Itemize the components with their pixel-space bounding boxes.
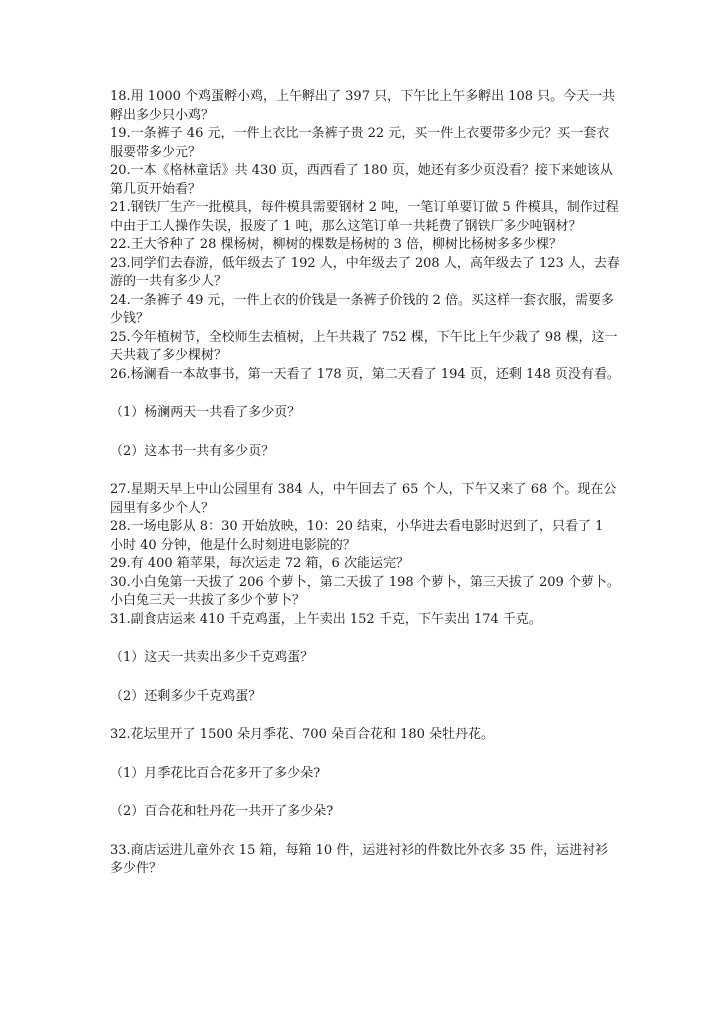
question-23: 23.同学们去春游，低年级去了 192 人，中年级去了 208 人，高年级去了 123 人，去春游的一共有多少人？	[110, 255, 620, 289]
question-30: 30.小白兔第一天拔了 206 个萝卜，第二天拔了 198 个萝卜，第三天拔了 209 个萝卜。小白兔三天一共拔了多少个萝卜？	[110, 574, 620, 608]
sub-question-26-1: （1）杨澜两天一共看了多少页？	[110, 405, 301, 420]
sub-question-32-2: （2）百合花和牡丹花一共开了多少朵?	[110, 804, 334, 819]
question-22: 22.王大爷种了 28 棵杨树，柳树的棵数是杨树的 3 倍，柳树比杨树多多少棵？	[110, 237, 563, 252]
question-26: 26.杨澜看一本故事书，第一天看了 178 页，第二天看了 194 页，还剩 148 页没有看。	[110, 366, 620, 382]
question-21: 21.钢铁厂生产一批模具，每件模具需要钢材 2 吨，一笔订单要订做 5 件模具，制作过程中由于工人操作失误，报废了 1 吨，那么这笔订单一共耗费了钢铁厂多少吨钢材？	[110, 200, 619, 234]
question-33: 33.商店运进儿童外衣 15 箱，每箱 10 件，运进衬衫的件数比外衣多 35 件，运进衬衫多少件？	[110, 842, 609, 876]
question-19: 19.一条裤子 46 元，一件上衣比一条裤子贵 22 元，买一件上衣要带多少元？买一套衣服要带多少元？	[110, 126, 610, 160]
question-18: 18.用 1000 个鸡蛋孵小鸡，上午孵出了 397 只，下午比上午多孵出 108 只。今天一共孵出多少只小鸡？	[110, 89, 616, 123]
sub-question-32-1: （1）月季花比百合花多开了多少朵?	[110, 765, 321, 781]
question-24: 24.一条裤子 49 元，一件上衣的价钱是一条裤子价钱的 2 倍。买这样一套衣服，需要多少钱？	[110, 292, 615, 326]
sub-question-26-2: （2）这本书一共有多少页？	[110, 443, 275, 459]
question-31: 31.副食店运来 410 千克鸡蛋，上午卖出 152 千克，下午卖出 174 千克。	[110, 611, 542, 627]
sub-question-31-2: （2）还剩多少千克鸡蛋？	[110, 688, 262, 704]
question-28: 28.一场电影从 8：30 开始放映，10：20 结束，小华进去看电影时迟到了，只看了 1 小时 40 分钟，他是什么时刻进电影院的？	[110, 519, 604, 553]
question-20: 20.一本《格林童话》共 430 页，西西看了 180 页，她还有多少页没看？接下来她该从第几页开始看？	[110, 163, 613, 197]
question-27: 27.星期天早上中山公园里有 384 人，中午回去了 65 个人，下午又来了 68 个。现在公园里有多少个人？	[110, 482, 617, 516]
worksheet-page	[110, 88, 620, 879]
question-29: 29.有 400 箱苹果，每次运走 72 箱，6 次能运完？	[110, 556, 409, 571]
question-25: 25.今年植树节，全校师生去植树，上午共栽了 752 棵，下午比上午少栽了 98 棵，这一天共栽了多少棵树？	[110, 329, 618, 363]
sub-question-31-1: （1）这天一共卖出多少千克鸡蛋？	[110, 650, 314, 665]
question-32: 32.花坛里开了 1500 朵月季花、700 朵百合花和 180 朵牡丹花。	[110, 727, 495, 742]
